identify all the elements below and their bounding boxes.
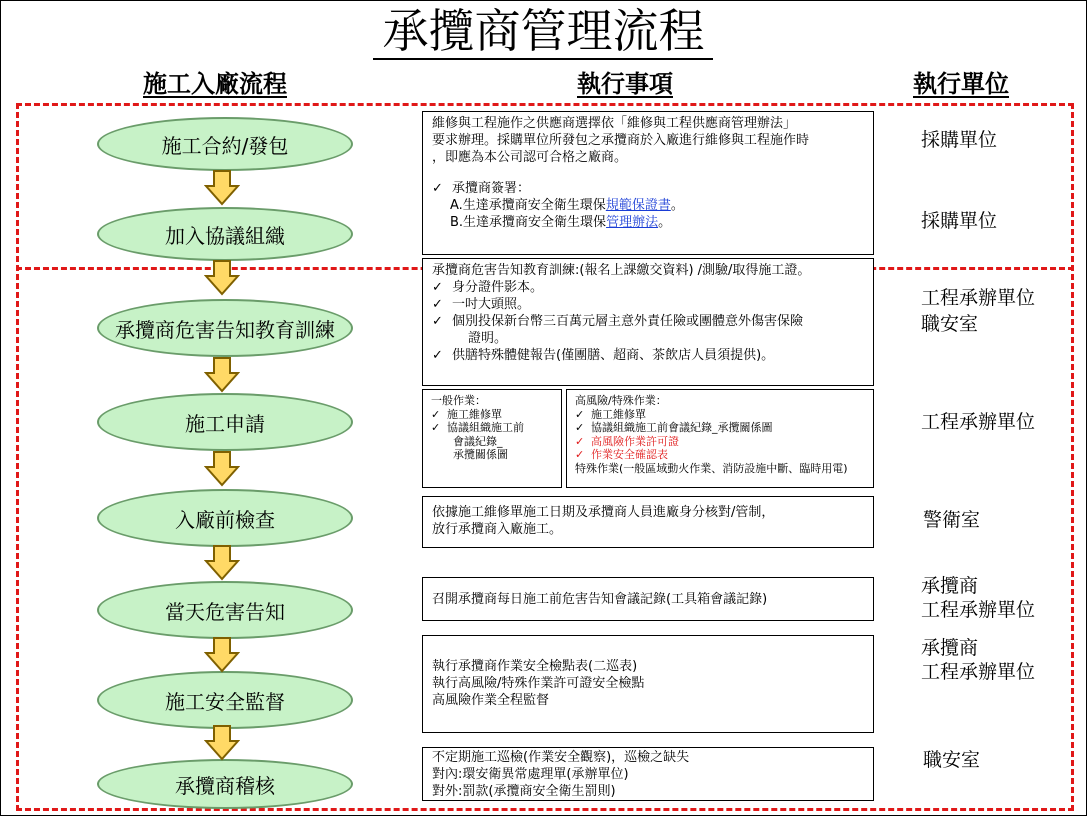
check-icon: ✓: [575, 434, 585, 448]
task-box-general-work: [422, 389, 562, 488]
check-icon: ✓: [431, 421, 441, 434]
box4-line-2: 放行承攬商入廠施工。: [432, 522, 563, 537]
box5-line: 召開承攬商每日施工前危害告知會議記錄(工具箱會議記錄): [432, 592, 768, 607]
unit-engineering-2: 工程承辦單位: [921, 411, 1036, 433]
box3a-item-2: 協議組織施工前: [447, 421, 524, 434]
box3a-item-2-line-3: 承攬關係圖: [453, 448, 508, 461]
step-daily-hazard-notice: 當天危害告知: [97, 581, 353, 639]
box3b-tail: 特殊作業(一般區域動火作業、消防設施中斷、臨時用電): [575, 461, 848, 475]
header-tasks: 執行事項: [577, 70, 673, 98]
task-box-contract: [422, 111, 874, 255]
box3a-item-2-line-2: 會議紀錄_: [453, 434, 503, 448]
task-box-daily-notice: [422, 577, 874, 621]
down-arrow-icon: [204, 170, 240, 206]
check-icon: ✓: [432, 181, 443, 196]
guarantee-letter-link[interactable]: 規範保證書: [605, 198, 671, 213]
box6-line-1: 執行承攬商作業安全檢點表(二巡表): [432, 659, 638, 674]
step-join-org: 加入協議組織: [97, 207, 353, 261]
box1-b-text: B.生達承攬商安全衛生環保: [450, 215, 607, 230]
unit-safety-office-1: 職安室: [921, 313, 979, 335]
box6-line-2: 執行高風險/特殊作業許可證安全檢點: [432, 676, 645, 691]
unit-engineering-4: 工程承辦單位: [921, 661, 1036, 683]
box7-line-2: 對內:環安衛異常處理單(承辦單位): [432, 767, 629, 782]
box3b-head: 高風險/特殊作業：: [575, 394, 667, 407]
unit-guard-room: 警衛室: [923, 509, 981, 531]
management-rules-link[interactable]: 管理辦法: [606, 215, 659, 230]
header-units: 執行單位: [913, 70, 1009, 98]
unit-purchasing-1: 採購單位: [921, 129, 998, 151]
box3b-item-2: 協議組織施工前會議紀錄_承攬關係圖: [591, 421, 773, 434]
unit-purchasing-2: 採購單位: [921, 210, 998, 232]
box4-line-1: 依據施工維修單施工日期及承攬商人員進廠身分核對/管制，: [432, 505, 775, 520]
page-title: 承攬商管理流程: [382, 4, 705, 58]
box3a-head: 一般作業：: [431, 394, 486, 407]
check-icon: ✓: [575, 407, 585, 421]
step-pre-entry-check: 入廠前檢查: [97, 489, 353, 547]
box2-item-4: 供膳特殊體健報告(僅團膳、超商、茶飲店人員須提供)。: [452, 348, 775, 363]
box1-b-end: 。: [658, 215, 672, 230]
task-box-pre-entry: [422, 496, 874, 548]
box3a-item-1: 施工維修單: [447, 407, 502, 421]
unit-contractor-1: 承攬商: [921, 575, 979, 597]
box7-line-3: 對外:罰款(承攬商安全衛生罰則): [432, 784, 616, 799]
title-underline: [373, 58, 713, 60]
unit-engineering-3: 工程承辦單位: [921, 599, 1036, 621]
box2-item-1: 身分證件影本。: [452, 280, 544, 295]
box1-line-3: ，即應為本公司認可合格之廠商。: [432, 150, 628, 165]
box1-line-1: 維修與工程施作之供應商選擇依「維修與工程供應商管理辦法」: [432, 116, 797, 131]
box1-line-2: 要求辦理。採購單位所發包之承攬商於入廠進行維修與工程施作時: [432, 133, 810, 148]
task-box-high-risk-work: [566, 389, 874, 488]
check-icon: ✓: [432, 348, 443, 363]
task-box-training: [422, 258, 874, 386]
step-contractor-audit: 承攬商稽核: [97, 759, 353, 809]
step-safety-supervision: 施工安全監督: [97, 671, 353, 729]
box3b-item-1: 施工維修單: [591, 407, 646, 421]
box2-line: 承攬商危害告知教育訓練:(報名上課繳交資料) /測驗/取得施工證。: [432, 263, 811, 278]
check-icon: ✓: [432, 297, 443, 312]
check-icon: ✓: [432, 280, 443, 295]
check-icon: ✓: [575, 421, 585, 434]
box1-a-text: A.生達承攬商安全衛生環保: [450, 198, 606, 213]
down-arrow-icon: [204, 357, 240, 393]
box1-a-end: 。: [670, 198, 684, 213]
step-contract: 施工合約/發包: [97, 117, 353, 171]
step-hazard-training: 承攬商危害告知教育訓練: [97, 299, 353, 357]
box2-item-2: 一吋大頭照。: [452, 297, 531, 312]
check-icon: ✓: [432, 314, 443, 329]
header-flow: 施工入廠流程: [143, 70, 287, 98]
unit-engineering-1: 工程承辦單位: [921, 287, 1036, 309]
task-box-supervision: [422, 635, 874, 733]
box2-item-3-cont: 證明。: [468, 331, 508, 346]
box7-line-1: 不定期施工巡檢(作業安全觀察)，巡檢之缺失: [432, 750, 690, 765]
check-icon: ✓: [575, 448, 585, 461]
box2-item-3: 個別投保新台幣三百萬元層主意外責任險或團體意外傷害保險: [452, 314, 804, 329]
down-arrow-icon: [204, 260, 240, 296]
task-box-audit: [422, 747, 874, 801]
step-apply: 施工申請: [97, 393, 353, 451]
unit-safety-office-2: 職安室: [923, 749, 981, 771]
down-arrow-icon: [204, 637, 240, 673]
down-arrow-icon: [204, 725, 240, 761]
box1-check-text: 承攬商簽署：: [452, 181, 531, 196]
check-icon: ✓: [431, 407, 441, 421]
box3b-item-4: 作業安全確認表: [591, 448, 668, 461]
down-arrow-icon: [204, 545, 240, 581]
box6-line-3: 高風險作業全程監督: [432, 693, 550, 708]
box3b-item-3: 高風險作業許可證: [591, 434, 679, 448]
unit-contractor-2: 承攬商: [921, 637, 979, 659]
down-arrow-icon: [204, 451, 240, 487]
